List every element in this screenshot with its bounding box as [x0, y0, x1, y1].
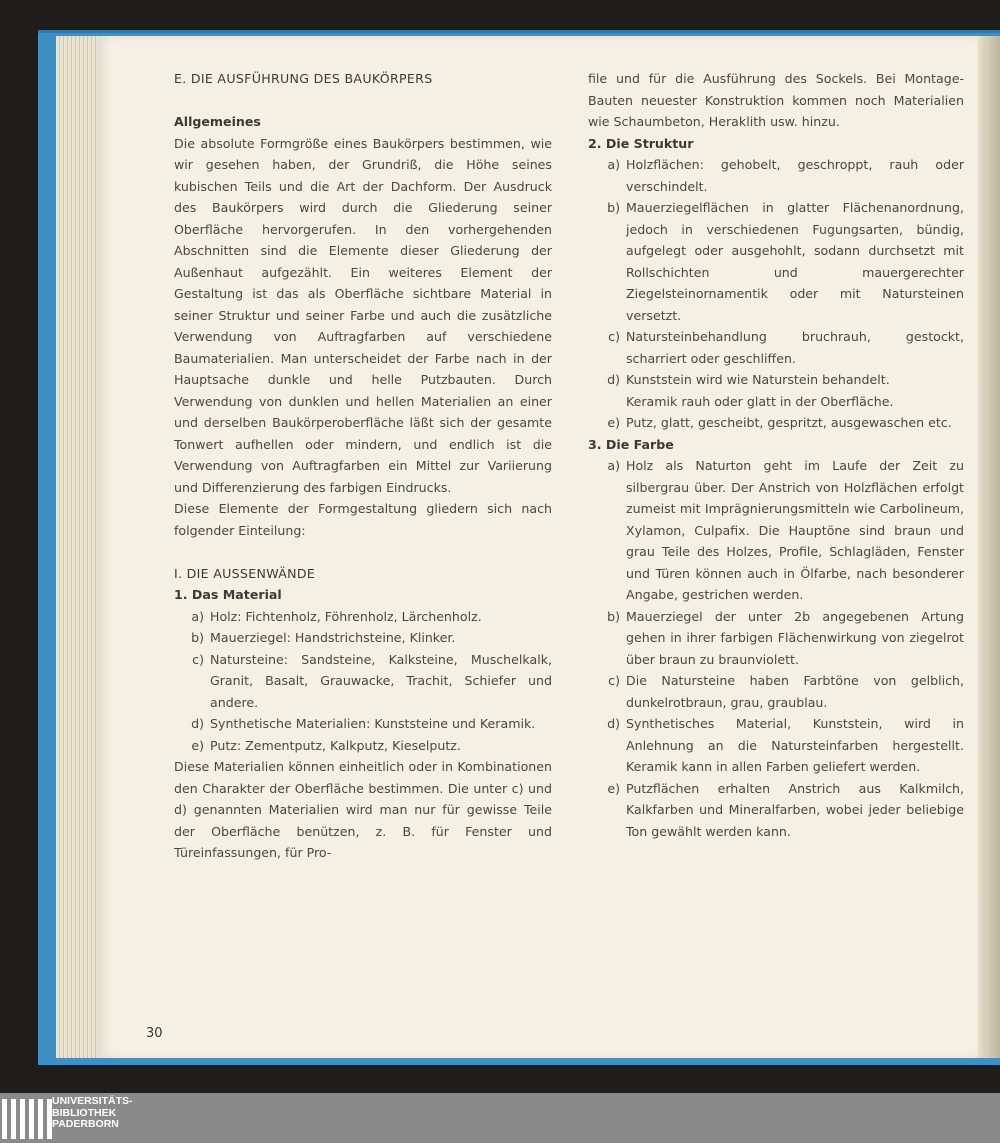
- list-item: [174, 649, 552, 714]
- list-item: [588, 713, 964, 778]
- list-item: [588, 455, 964, 606]
- item-label: e): [607, 415, 620, 430]
- item-text: Putz, glatt, gescheibt, gespritzt, ausgewaschen etc.: [626, 415, 952, 430]
- list-item: [588, 606, 964, 671]
- item-text: Natursteinbehandlung bruchrauh, gestockt, scharriert oder geschliffen.: [626, 329, 964, 366]
- library-name-line: UNIVERSITÄTS-: [52, 1095, 133, 1107]
- section-title: I. DIE AUSSENWÄNDE: [174, 565, 316, 581]
- item-label: [598, 391, 626, 413]
- item-label: a): [607, 157, 620, 172]
- item-label: c): [192, 651, 204, 667]
- right-column: [588, 68, 964, 842]
- list-item: [174, 735, 552, 757]
- list-item: [174, 713, 552, 735]
- color-list: [588, 455, 964, 842]
- color-title: 3. Die Farbe: [588, 436, 674, 452]
- list-item: [588, 670, 964, 713]
- item-text: Mauerziegelflächen in glatter Flächenanordnung, jedoch in verschiedenen Fugungsarten, bündig, aufgelegt oder ausgehohlt, sodann durchsetzt mit Rollschichten und mauergerechter Ziegelsteinornamentik oder mit Natursteinen versetzt.: [626, 200, 964, 323]
- list-item: [588, 326, 964, 369]
- list-item: [588, 154, 964, 197]
- item-text: Synthetisches Material, Kunststein, wird in Anlehnung an die Natursteinfarben hergestellt. Keramik kann in allen Farben geliefert werden.: [626, 716, 964, 774]
- classification-paragraph: Diese Elemente der Formgestaltung gliedern sich nach folgender Einteilung:: [174, 501, 552, 538]
- item-text: Putz: Zementputz, Kalkputz, Kieselputz.: [210, 737, 461, 753]
- continuation-paragraph: file und für die Ausführung des Sockels. Bei Montage-Bauten neuester Konstruktion kommen noch Materialien wie Schaumbeton, Heraklith usw. hinzu.: [588, 71, 964, 129]
- item-label: d): [607, 716, 620, 731]
- material-list: [174, 606, 552, 757]
- book-page: [98, 36, 978, 1058]
- facing-page-edge: [978, 36, 1000, 1058]
- general-title: Allgemeines: [174, 114, 261, 129]
- item-label: d): [607, 372, 620, 387]
- library-name: [52, 1096, 133, 1131]
- item-text: Synthetische Materialien: Kunststeine und Keramik.: [210, 716, 536, 731]
- item-label: a): [607, 458, 620, 473]
- general-paragraph: Die absolute Formgröße eines Baukörpers bestimmen, wie wir gesehen haben, der Grundriß, die Höhe seines kubischen Teils und die Art der Dachform. Der Ausdruck des Baukörpers wird durch die Gliederung seiner Oberfläche hervorgerufen. In den vorhergehenden Abschnitten sind die Elemente dieser Gliederung der Außenhaut aufgezählt. Ein weiteres Element der Gestaltung ist das als Oberfläche sichtbare Material in seiner Struktur und seiner Farbe und auch die zusätzliche Verwendung von Auftragfarben auf verschiedene Baumaterialien. Man unterscheidet der Farbe nach in der Hauptsache dunkle und helle Putzbauten. Durch Verwendung von dunklen und hellen Materialien an einer und derselben Baukörperoberfläche läßt sich der gesamte Tonwert aufhellen oder mindern, und endlich ist die Verwendung von Auftragfarben ein Mittel zur Variierung und Differenzierung des farbigen Eindrucks.: [174, 135, 552, 495]
- structure-list: [588, 154, 964, 434]
- list-item: [588, 412, 964, 434]
- item-text: Kunststein wird wie Naturstein behandelt.: [626, 372, 890, 387]
- item-text: Keramik rauh oder glatt in der Oberfläche.: [626, 393, 894, 409]
- list-item: [588, 197, 964, 326]
- item-text: Putzflächen erhalten Anstrich aus Kalkmilch, Kalkfarben und Mineralfarben, wobei jeder beliebige Ton gewählt werden kann.: [626, 780, 964, 839]
- library-name-line: PADERBORN: [52, 1118, 119, 1130]
- spacer: [174, 90, 552, 112]
- page-number: 30: [146, 1026, 163, 1041]
- list-item: [588, 391, 964, 413]
- item-label: b): [191, 630, 204, 645]
- item-label: c): [608, 329, 620, 344]
- material-title: 1. Das Material: [174, 587, 282, 602]
- item-label: c): [608, 673, 620, 688]
- library-name-line: BIBLIOTHEK: [52, 1106, 117, 1119]
- item-label: e): [191, 737, 204, 753]
- structure-title: 2. Die Struktur: [588, 135, 694, 151]
- library-footer: [0, 1093, 1000, 1143]
- library-logo-icon: [2, 1099, 52, 1139]
- item-text: Die Natursteine haben Farbtöne von gelblich, dunkelrotbraun, grau, graublau.: [626, 673, 964, 710]
- left-column: [174, 68, 552, 864]
- list-item: [588, 778, 964, 843]
- chapter-heading: E. DIE AUSFÜHRUNG DES BAUKÖRPERS: [174, 71, 433, 86]
- item-text: Natursteine: Sandsteine, Kalksteine, Muschelkalk, Granit, Basalt, Grauwacke, Trachit, Schiefer und andere.: [210, 651, 552, 710]
- spacer: [174, 541, 552, 563]
- item-text: Mauerziegel: Handstrichsteine, Klinker.: [210, 630, 456, 645]
- item-label: a): [191, 608, 204, 624]
- list-item: [588, 369, 964, 391]
- item-label: b): [607, 200, 620, 215]
- item-label: d): [191, 716, 204, 731]
- item-text: Holz: Fichtenholz, Föhrenholz, Lärchenholz.: [210, 608, 482, 624]
- list-item: [174, 627, 552, 649]
- item-text: Mauerziegel der unter 2b angegebenen Artung gehen in ihrer farbigen Flächenwirkung von ziegelrot über braun zu braunviolett.: [626, 608, 964, 667]
- list-item: [174, 606, 552, 628]
- item-text: Holz als Naturton geht im Laufe der Zeit zu silbergrau über. Der Anstrich von Holzflächen erfolgt zumeist mit Imprägnierungsmitteln wie Carbolineum, Xylamon, Culpafix. Die Hauptöne sind braun und grau Teile des Holzes, Profile, Schlagläden, Fenster und Türen können auch in Ölfarbe, nach besonderer Angabe, gestrichen werden.: [626, 458, 964, 602]
- item-text: Holzflächen: gehobelt, geschroppt, rauh oder verschindelt.: [626, 157, 964, 194]
- material-paragraph: Diese Materialien können einheitlich oder in Kombinationen den Charakter der Oberfläche bestimmen. Die unter c) und d) genannten Materialien wird man nur für gewisse Teile der Oberfläche benützen, z. B. für Fenster und Türeinfassungen, für Pro-: [174, 759, 552, 860]
- item-label: b): [607, 608, 620, 624]
- item-label: e): [607, 780, 620, 796]
